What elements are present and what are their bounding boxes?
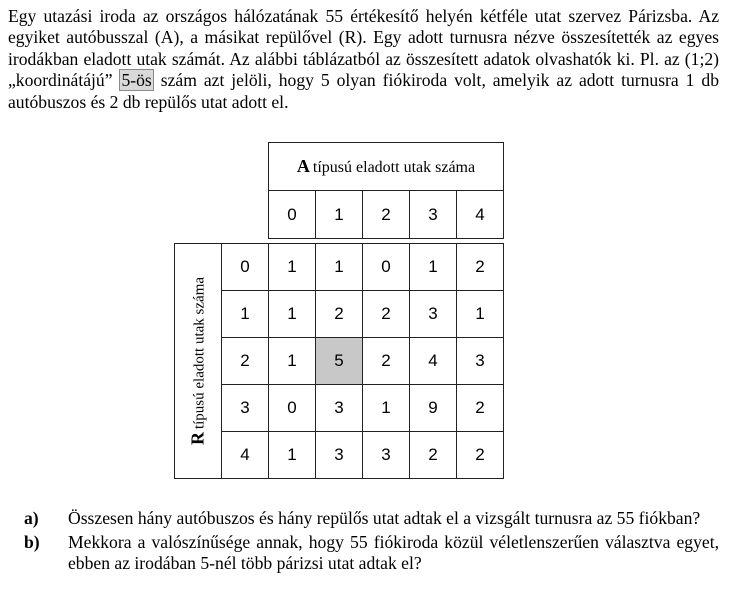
table-row bbox=[175, 244, 504, 291]
table-cell: 1 bbox=[363, 385, 410, 432]
column-header-letter: A bbox=[296, 156, 310, 176]
table-cell: 3 bbox=[316, 385, 363, 432]
row-header-letter: R bbox=[187, 432, 208, 446]
table-cell: 1 bbox=[269, 432, 316, 479]
highlighted-cell: 5 bbox=[316, 338, 363, 385]
row-index: 1 bbox=[222, 291, 269, 338]
column-header-text: típusú eladott utak száma bbox=[312, 159, 476, 176]
table-cell: 1 bbox=[316, 244, 363, 291]
table-cell: 3 bbox=[410, 291, 457, 338]
table-cell: 3 bbox=[316, 432, 363, 479]
question-letter: a) bbox=[24, 508, 39, 528]
intro-text-before: Egy utazási iroda az országos hálózatának 55 értékesítő helyén kétféle utat szervez Párizsba. Az egyiket autóbusszal (A), a másikat repülővel (R). Egy adott turnusra nézve összesítették az egyes irodákban eladott utak számát. Az alábbi táblázatból az összesített adatok olvashatók ki. Pl. az (1;2) „koordinátájú” bbox=[8, 6, 719, 91]
row-index: 0 bbox=[222, 244, 269, 291]
question-b bbox=[8, 532, 719, 575]
question-text: Összesen hány autóbuszos és hány repülős utat adtak el a vizsgált turnusra az 55 fiókban? bbox=[68, 508, 701, 528]
column-index: 1 bbox=[316, 191, 363, 239]
question-letter: b) bbox=[24, 531, 40, 552]
row-index: 4 bbox=[222, 432, 269, 479]
column-header-a bbox=[269, 143, 504, 191]
table-row bbox=[175, 338, 504, 385]
row-index: 2 bbox=[222, 338, 269, 385]
sales-table bbox=[174, 142, 504, 479]
question-text: Mekkora a valószínűsége annak, hogy 55 fiókiroda közül véletlenszerűen választva egyet, ebben az irodában 5-nél több párizsi utat adtak el? bbox=[68, 531, 719, 574]
highlighted-example-value: 5-ös bbox=[121, 70, 152, 91]
table-cell: 1 bbox=[457, 291, 504, 338]
question-list bbox=[8, 508, 719, 577]
column-index: 2 bbox=[363, 191, 410, 239]
table-row bbox=[175, 432, 504, 479]
table-cell: 4 bbox=[410, 338, 457, 385]
column-index: 3 bbox=[410, 191, 457, 239]
table-cell: 2 bbox=[410, 432, 457, 479]
table-cell: 3 bbox=[363, 432, 410, 479]
table-cell: 2 bbox=[457, 385, 504, 432]
column-index: 0 bbox=[269, 191, 316, 239]
question-a bbox=[8, 508, 719, 530]
table-cell: 1 bbox=[269, 291, 316, 338]
table-cell: 2 bbox=[363, 338, 410, 385]
table-cell: 0 bbox=[363, 244, 410, 291]
table-row bbox=[175, 385, 504, 432]
table-cell: 2 bbox=[457, 244, 504, 291]
table-cell: 2 bbox=[316, 291, 363, 338]
row-index: 3 bbox=[222, 385, 269, 432]
row-header-r bbox=[175, 244, 222, 479]
table-cell: 2 bbox=[457, 432, 504, 479]
table-cell: 3 bbox=[457, 338, 504, 385]
table-cell: 1 bbox=[269, 338, 316, 385]
table-cell: 1 bbox=[269, 244, 316, 291]
table-cell: 9 bbox=[410, 385, 457, 432]
table-cell: 0 bbox=[269, 385, 316, 432]
table-cell: 1 bbox=[410, 244, 457, 291]
row-header-text: típusú eladott utak száma bbox=[191, 276, 208, 430]
intro-text-after: szám azt jelöli, hogy 5 olyan fiókiroda volt, amelyik az adott turnusra 1 db autóbuszos és 2 db repülős utat adott el. bbox=[8, 70, 719, 112]
column-index: 4 bbox=[457, 191, 504, 239]
problem-statement bbox=[8, 6, 719, 113]
table-cell: 2 bbox=[363, 291, 410, 338]
table-row bbox=[175, 291, 504, 338]
